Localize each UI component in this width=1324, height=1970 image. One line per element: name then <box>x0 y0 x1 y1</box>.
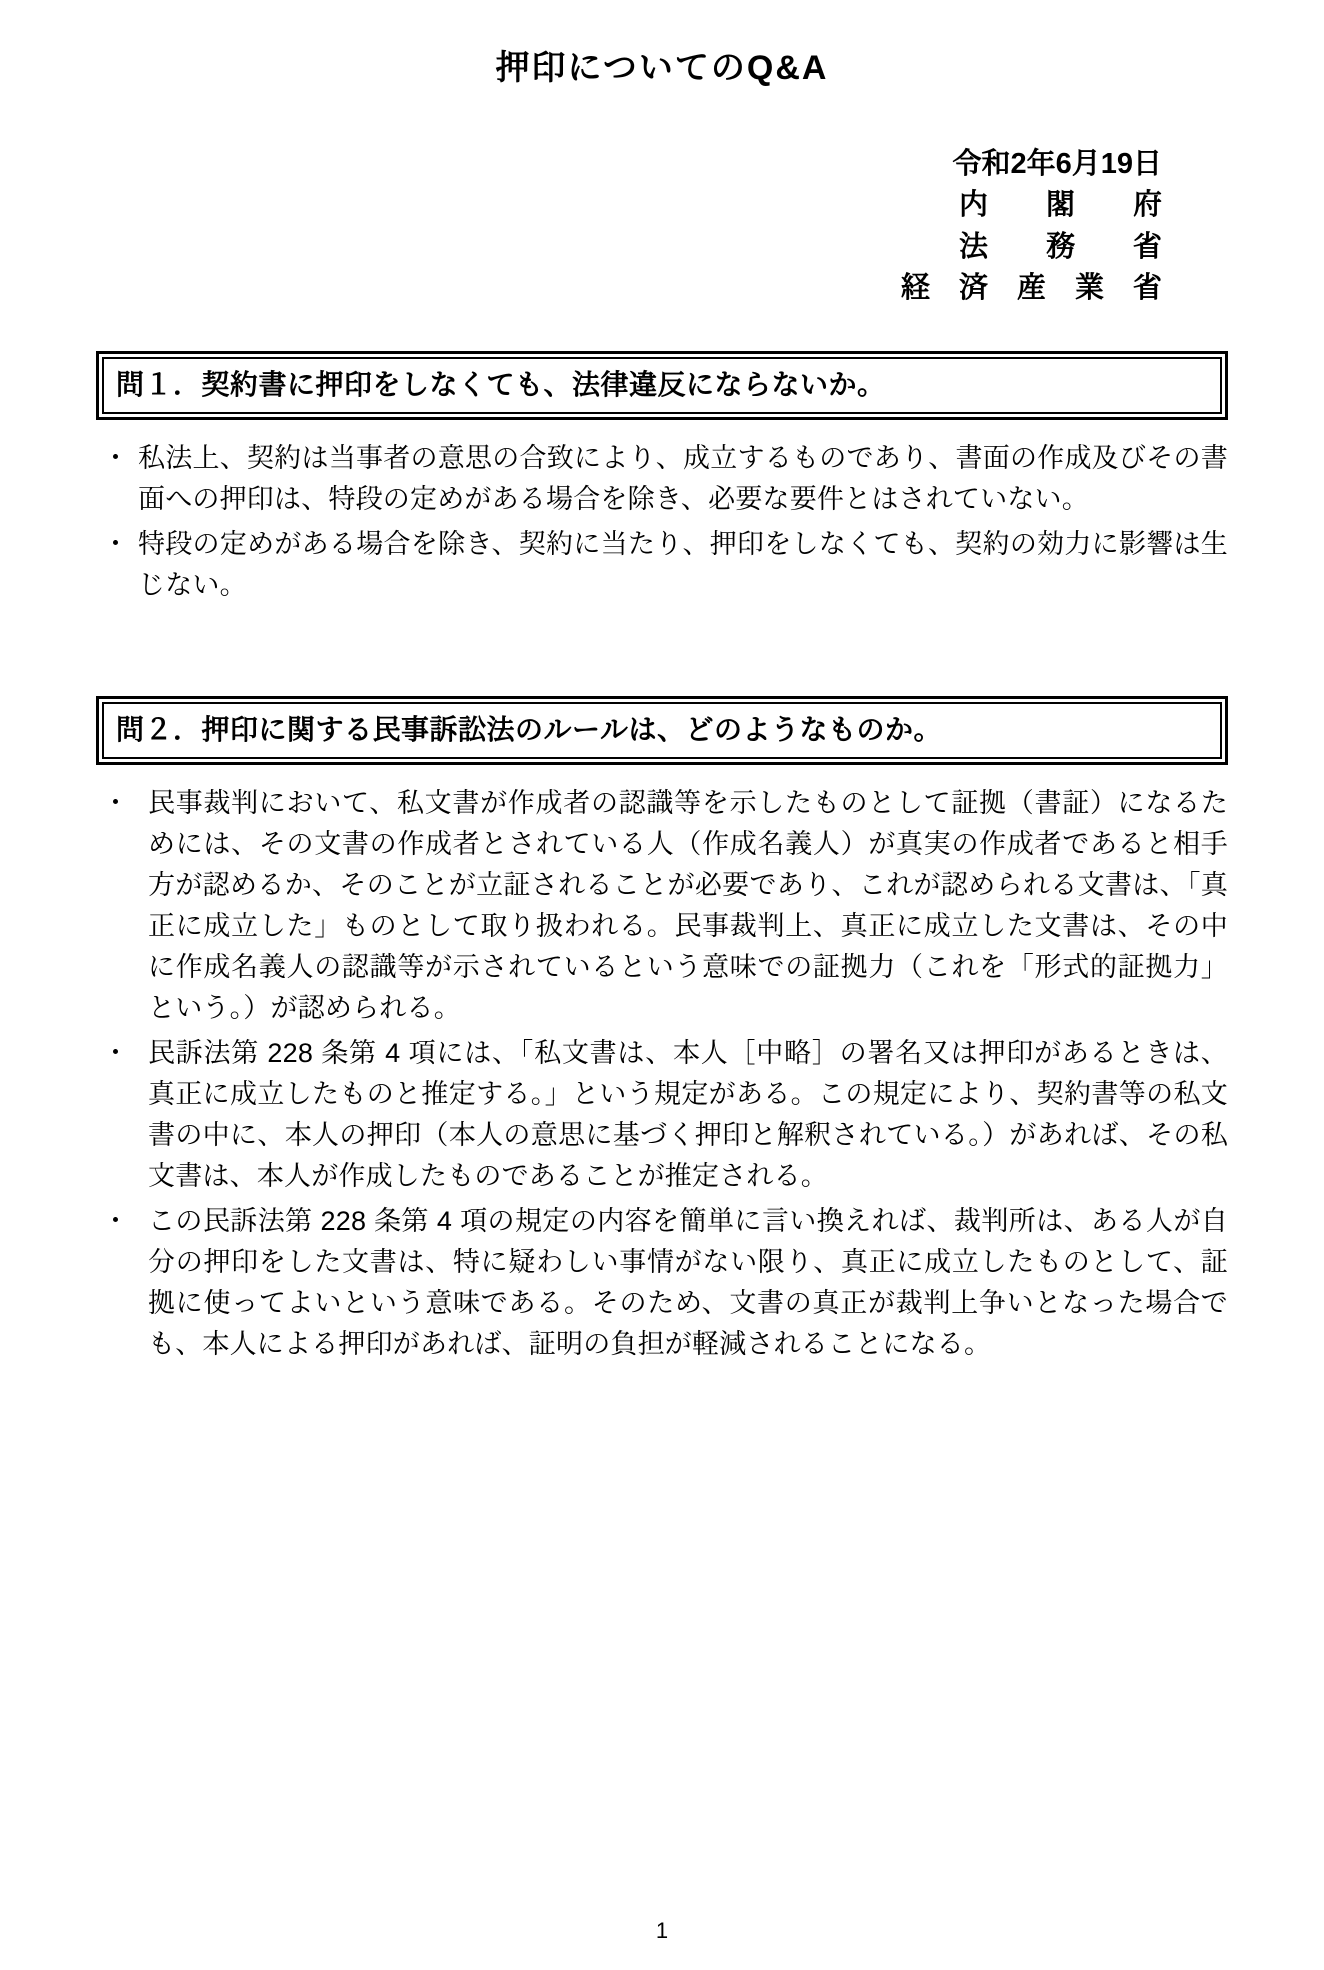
page-title: 押印についてのQ&A <box>495 49 829 87</box>
section-spacer <box>96 610 1228 654</box>
bullet-text: この民訴法第 228 条第 4 項の規定の内容を簡単に言い換えれば、裁判所は、ある人が自分の押印をした文書は、特に疑わしい事情がない限り、真正に成立したものとして、証拠に使ってよいという意味である。そのため、文書の真正が裁判上争いとなった場合でも、本人による押印があれば、証明の負担が軽減されることになる。 <box>148 1206 1228 1360</box>
issue-date: 令和2年6月19日 <box>952 148 1162 181</box>
issuer-meti: 経 済 産 業 省 <box>900 271 1162 304</box>
bullet-icon: ・ <box>102 528 129 559</box>
bullet-icon: ・ <box>102 442 129 473</box>
question-2-heading-box <box>96 696 1228 765</box>
question-1-heading: 問１．契約書に押印をしなくても、法律違反にならないか。 <box>102 357 1222 414</box>
list-item <box>96 1033 1228 1197</box>
question-1-bullets <box>96 438 1228 606</box>
bullet-icon: ・ <box>102 1206 129 1237</box>
question-2-bullets <box>96 783 1228 1365</box>
question-2-heading: 問２．押印に関する民事訴訟法のルールは、どのようなものか。 <box>102 702 1222 759</box>
list-item <box>96 438 1228 520</box>
bullet-icon: ・ <box>102 1038 129 1069</box>
issuer-cabinet-office: 内 閣 府 <box>958 189 1162 222</box>
bullet-icon: ・ <box>102 788 129 818</box>
question-1-heading-box <box>96 351 1228 420</box>
bullet-text: 私法上、契約は当事者の意思の合致により、成立するものであり、書面の作成及びその書面への押印は、特段の定めがある場合を除き、必要な要件とはされていない。 <box>138 442 1228 514</box>
bullet-text: 民訴法第 228 条第 4 項には、「私文書は、本人［中略］の署名又は押印があるときは、真正に成立したものと推定する。」という規定がある。この規定により、契約書等の私文書の中に、本人の押印（本人の意思に基づく押印と解釈されている。）があれば、その私文書は、本人が作成したものであることが推定される。 <box>148 1038 1228 1192</box>
list-item <box>96 524 1228 606</box>
issuer-block <box>96 144 1228 309</box>
bullet-text: 民事裁判において、私文書が作成者の認識等を示したものとして証拠（書証）になるためには、その文書の作成者とされている人（作成名義人）が真実の作成者であると相手方が認めるか、そのことが立証されることが必要であり、これが認められる文書は、「真正に成立した」ものとして取り扱われる。民事裁判上、真正に成立した文書は、その中に作成名義人の認識等が示されているという意味での証拠力（これを「形式的証拠力」という。）が認められる。 <box>148 788 1228 1024</box>
bullet-text: 特段の定めがある場合を除き、契約に当たり、押印をしなくても、契約の効力に影響は生じない。 <box>138 528 1228 600</box>
issuer-ministry-of-justice: 法 務 省 <box>958 230 1162 263</box>
list-item <box>96 1201 1228 1365</box>
page-number: 1 <box>655 1918 669 1943</box>
list-item <box>96 783 1228 1029</box>
